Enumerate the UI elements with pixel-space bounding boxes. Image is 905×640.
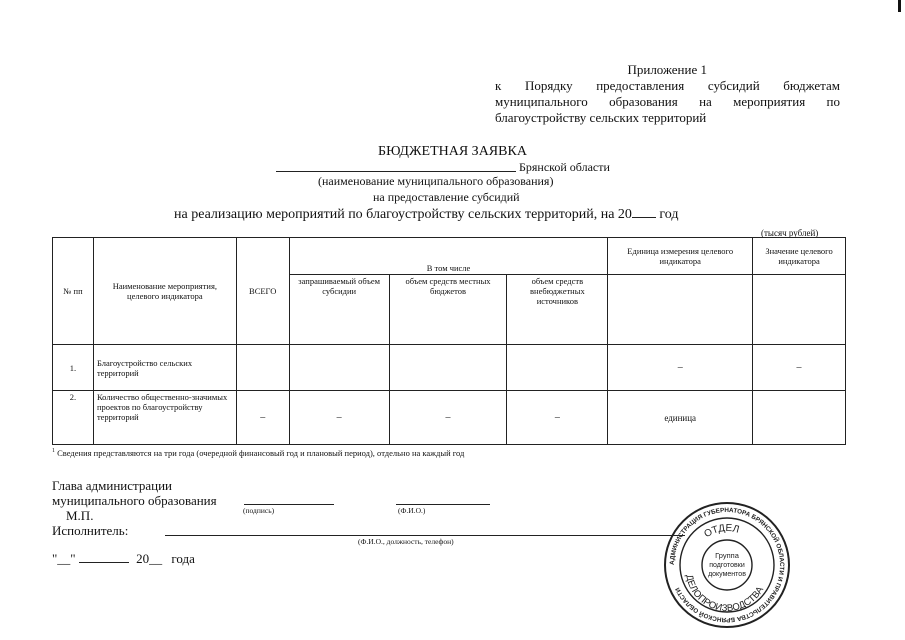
header-total: ВСЕГО xyxy=(236,238,289,345)
row-name: Количество общественно-значимых проектов по благоустройству территорий xyxy=(93,391,236,445)
footnote-text: Сведения представляются на три года (очередной финансовый год и плановый период), отдельно на каждый год xyxy=(55,448,465,458)
annex-line-3: благоустройству сельских территорий xyxy=(495,110,707,125)
header-including: В том числе xyxy=(289,238,608,275)
annex-line-2: муниципального образования на мероприятия по xyxy=(495,94,840,109)
executor-line xyxy=(165,535,685,536)
row-requested xyxy=(289,345,389,391)
purpose-line xyxy=(174,205,679,223)
annex-header xyxy=(495,62,840,126)
row-requested: – xyxy=(289,391,389,445)
stamp-graphic xyxy=(662,500,792,630)
mo-name-blank xyxy=(276,171,516,172)
mo-caption: (наименование муниципального образования) xyxy=(318,174,554,188)
units-note: (тысяч рублей) xyxy=(761,228,819,238)
table-row xyxy=(53,345,846,391)
stamp-inner-1: Группа xyxy=(715,551,739,560)
row-num: 2. xyxy=(53,391,94,445)
executor-caption: (Ф.И.О., должность, телефон) xyxy=(358,537,454,546)
date-day: "__" xyxy=(52,551,76,566)
svg-text:ОТДЕЛ xyxy=(702,523,740,540)
header-value: Значение целевого индикатора xyxy=(753,238,846,275)
official-stamp xyxy=(662,500,792,630)
row-unit: – xyxy=(608,345,753,391)
header-name: Наименование мероприятия, целевого индикатора xyxy=(93,238,236,345)
row-local: – xyxy=(389,391,507,445)
header-requested: запрашиваемый объем субсидии xyxy=(289,275,389,345)
fio-caption: (Ф.И.О.) xyxy=(398,506,426,515)
row-num: 1. xyxy=(53,345,94,391)
row-extra: – xyxy=(507,391,608,445)
head-line-2: муниципального образования xyxy=(52,493,217,508)
signature-caption: (подпись) xyxy=(243,506,275,515)
date-line xyxy=(52,551,195,567)
table-row xyxy=(53,391,846,445)
mp-mark: М.П. xyxy=(66,508,94,523)
date-month-blank xyxy=(79,551,129,563)
page-edge-mark xyxy=(898,0,901,12)
footnote xyxy=(52,448,464,458)
purpose-prefix: на реализацию мероприятий по благоустройству сельских территорий, на 20 xyxy=(174,207,632,222)
subsidy-line: на предоставление субсидий xyxy=(373,190,520,204)
row-total: – xyxy=(236,391,289,445)
row-value xyxy=(753,391,846,445)
stamp-word-top: ОТДЕЛ xyxy=(702,522,741,541)
header-num: № пп xyxy=(53,238,94,345)
signature-block xyxy=(52,478,217,538)
executor-label: Исполнитель: xyxy=(52,523,129,538)
head-line-1: Глава администрации xyxy=(52,478,173,493)
purpose-suffix: год xyxy=(659,207,679,222)
stamp-ring-text: АДМИНИСТРАЦИЯ ГУБЕРНАТОРА БРЯНСКОЙ ОБЛАСТИ И ПРАВИТЕЛЬСТВА БРЯНСКОЙ ОБЛАСТИ xyxy=(668,506,786,624)
stamp-word-bottom: ДЕЛОПРОИЗВОДСТВА xyxy=(683,573,766,615)
header-local: объем средств местных бюджетов xyxy=(389,275,507,345)
document-title: БЮДЖЕТНАЯ ЗАЯВКА xyxy=(378,144,527,159)
header-unit-blank xyxy=(608,275,753,345)
annex-line-1: к Порядку предоставления субсидий бюджетам xyxy=(495,78,840,93)
row-value: – xyxy=(753,345,846,391)
row-total xyxy=(236,345,289,391)
date-suffix: года xyxy=(171,551,195,566)
row-unit: единица xyxy=(608,391,753,445)
annex-heading: Приложение 1 xyxy=(627,62,707,77)
stamp-inner-3: документов xyxy=(708,571,746,578)
header-unit: Единица измерения целевого индикатора xyxy=(608,238,753,275)
header-extra: объем средств внебюджетных источников xyxy=(507,275,608,345)
date-year: 20__ xyxy=(136,551,163,566)
footnote-mark: 1 xyxy=(52,448,55,455)
row-local xyxy=(389,345,507,391)
region-suffix: Брянской области xyxy=(519,160,610,174)
row-name: Благоустройство сельских территорий xyxy=(93,345,236,391)
year-blank xyxy=(632,205,656,218)
signature-line xyxy=(244,504,334,505)
fio-line xyxy=(396,504,490,505)
stamp-inner-2: подготовки xyxy=(709,562,745,569)
budget-table xyxy=(52,237,846,445)
row-extra xyxy=(507,345,608,391)
header-value-blank xyxy=(753,275,846,345)
